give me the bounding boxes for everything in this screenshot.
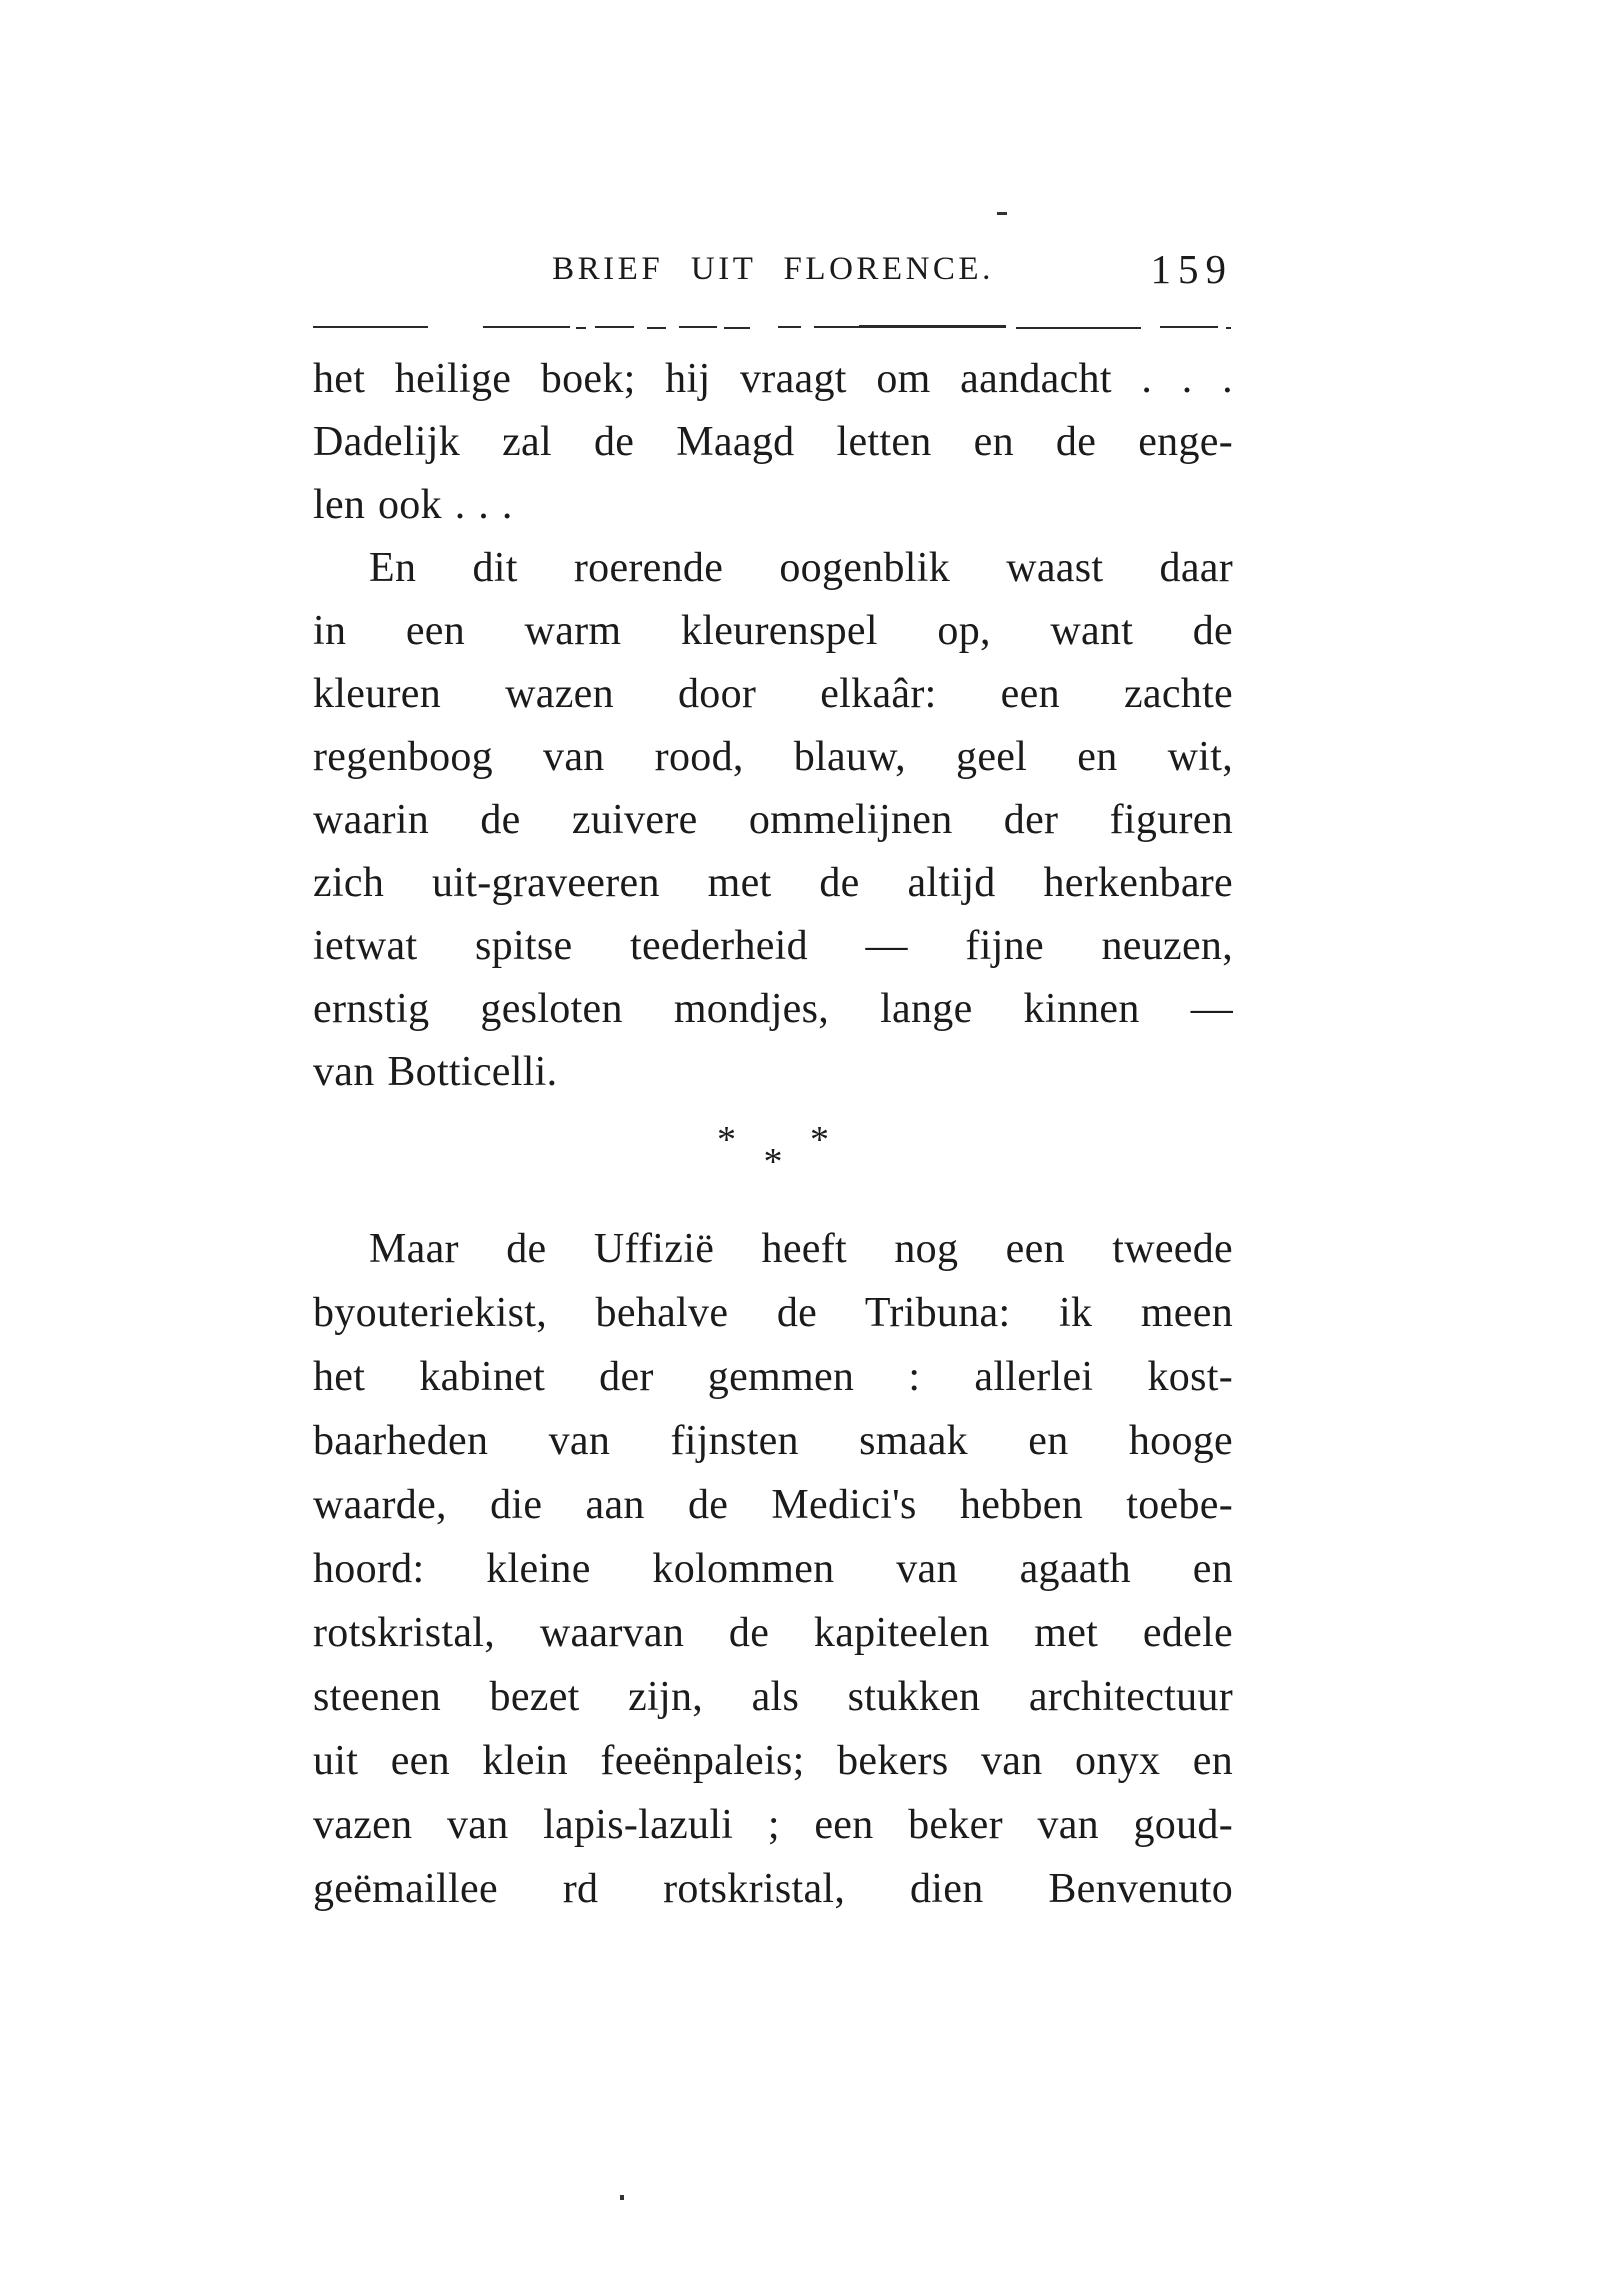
text-block-upper: [313, 348, 1233, 1104]
text-line: in een warm kleurenspel op, want de: [313, 608, 1233, 654]
text-line: het kabinet der gemmen : allerlei kost-: [313, 1354, 1233, 1400]
text-line: hoord: kleine kolommen van agaath en: [313, 1546, 1233, 1592]
text-line: waarde, die aan de Medici's hebben toebe-: [313, 1482, 1233, 1528]
text-block-lower: [313, 1217, 1233, 1921]
text-line: Maar de Uffizië heeft nog een tweede: [369, 1226, 1233, 1272]
text-line: waarin de zuivere ommelijnen der figuren: [313, 797, 1233, 843]
asterisk-icon: *: [810, 1119, 829, 1161]
text-line: zich uit-graveeren met de altijd herkenbare: [313, 860, 1233, 906]
asterisk-icon: *: [717, 1119, 736, 1161]
text-line: kleuren wazen door elkaâr: een zachte: [313, 671, 1233, 717]
running-header-title: BRIEF UIT FLORENCE.: [552, 251, 994, 287]
text-line: ietwat spitse teederheid — fijne neuzen,: [313, 923, 1233, 969]
text-line: len ook . . .: [313, 482, 513, 528]
text-line: En dit roerende oogenblik waast daar: [369, 545, 1233, 591]
section-separator-asterism: [313, 1118, 1233, 1198]
scan-speck: [620, 2195, 624, 2200]
header-rule: [313, 323, 1235, 331]
text-line: van Botticelli.: [313, 1049, 558, 1095]
text-line: regenboog van rood, blauw, geel en wit,: [313, 734, 1233, 780]
text-line: het heilige boek; hij vraagt om aandacht . . .: [313, 356, 1233, 402]
scan-speck: [997, 212, 1007, 215]
text-line: Dadelijk zal de Maagd letten en de enge-: [313, 419, 1233, 465]
text-line: ernstig gesloten mondjes, lange kinnen —: [313, 986, 1233, 1032]
asterisk-icon: *: [763, 1141, 783, 1183]
text-line: uit een klein feeënpaleis; bekers van onyx en: [313, 1738, 1233, 1784]
page-number: 159: [1150, 246, 1233, 292]
text-line: rotskristal, waarvan de kapiteelen met edele: [313, 1610, 1233, 1656]
text-line: baarheden van fijnsten smaak en hooge: [313, 1418, 1233, 1464]
text-line: steenen bezet zijn, als stukken architectuur: [313, 1674, 1233, 1720]
text-line: geëmaillee rd rotskristal, dien Benvenuto: [313, 1866, 1233, 1912]
text-line: vazen van lapis-lazuli ; een beker van goud-: [313, 1802, 1233, 1848]
text-line: byouteriekist, behalve de Tribuna: ik meen: [313, 1290, 1233, 1336]
